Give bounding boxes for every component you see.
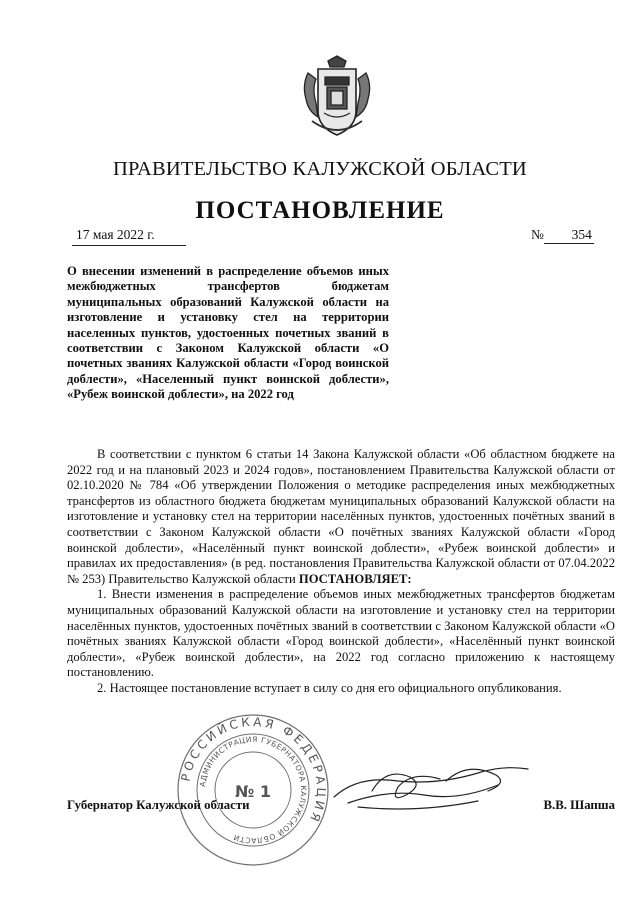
official-seal-icon bbox=[175, 712, 331, 868]
document-subject: О внесении изменений в распределение объемов иных межбюджетных трансфертов бюджетам муниципальных образований Калужской области на изготовление и установку стел на территории населенных пунктов, удостоенных почетных званий в соответствии с Законом Калужской области «О почетных званиях Калужской области «Город воинской доблести», «Населенный пункт воинской доблести», «Рубеж воинской доблести», на 2022 год bbox=[67, 264, 389, 402]
item-2-paragraph: 2. Настоящее постановление вступает в силу со дня его официального опубликования. bbox=[97, 680, 562, 695]
handwritten-signature bbox=[328, 755, 538, 815]
document-date: 17 мая 2022 г. bbox=[72, 227, 186, 246]
document-number bbox=[531, 227, 594, 244]
number-sign: № bbox=[531, 227, 544, 242]
preamble-paragraph bbox=[67, 447, 615, 587]
document-body bbox=[67, 447, 615, 697]
seal-inner-text: АДМИНИСТРАЦИЯ ГУБЕРНАТОРА КАЛУЖСКОЙ ОБЛАСТИ bbox=[198, 734, 309, 846]
number-value: 354 bbox=[544, 227, 594, 244]
signer-role: Губернатор Калужской области bbox=[67, 798, 250, 812]
signer-name: В.В. Шапша bbox=[543, 798, 615, 812]
preamble-text: В соответствии с пунктом 6 статьи 14 Закона Калужской области «Об областном бюджете на 2022 год и на плановый 2023 и 2024 годов», постановлением Правительства Калужской области от 02.10.2020 № 784 «Об утверждении Положения о методике распределения иных межбюджетных трансфертов из областного бюджета бюджетам муниципальных образований Калужской области на изготовление и установку стел на территории населённых пунктов, удостоенных почётных званий в соответствии с Законом Калужской области «О почётных званиях Калужской области «Город воинской доблести», «Населённый пункт воинской доблести», «Рубеж воинской доблести» и правилах их предоставления» (в ред. постановления Правительства Калужской области от 07.04.2022 № 253) Правительство Калужской области bbox=[67, 447, 615, 586]
government-title: ПРАВИТЕЛЬСТВО КАЛУЖСКОЙ ОБЛАСТИ bbox=[113, 158, 527, 180]
seal-outer-text: РОССИЙСКАЯ ФЕДЕРАЦИЯ bbox=[178, 714, 329, 827]
item-1-paragraph: 1. Внести изменения в распределение объемов иных межбюджетных трансфертов бюджетам муниципальных образований Калужской области на изготовление и установку стел на территории населённых пунктов, удостоенных почётных званий в соответствии с Законом Калужской области «О почётных званиях Калужской области «Город воинской доблести», «Населённый пункт воинской доблести», «Рубеж воинской доблести», на 2022 год согласно приложению к настоящему постановлению. bbox=[67, 587, 615, 680]
kaluga-coat-of-arms-icon bbox=[298, 55, 376, 143]
seal-number: № 1 bbox=[235, 782, 271, 801]
document-type-title: ПОСТАНОВЛЕНИЕ bbox=[195, 197, 445, 224]
resolves-word: ПОСТАНОВЛЯЕТ: bbox=[298, 571, 412, 586]
